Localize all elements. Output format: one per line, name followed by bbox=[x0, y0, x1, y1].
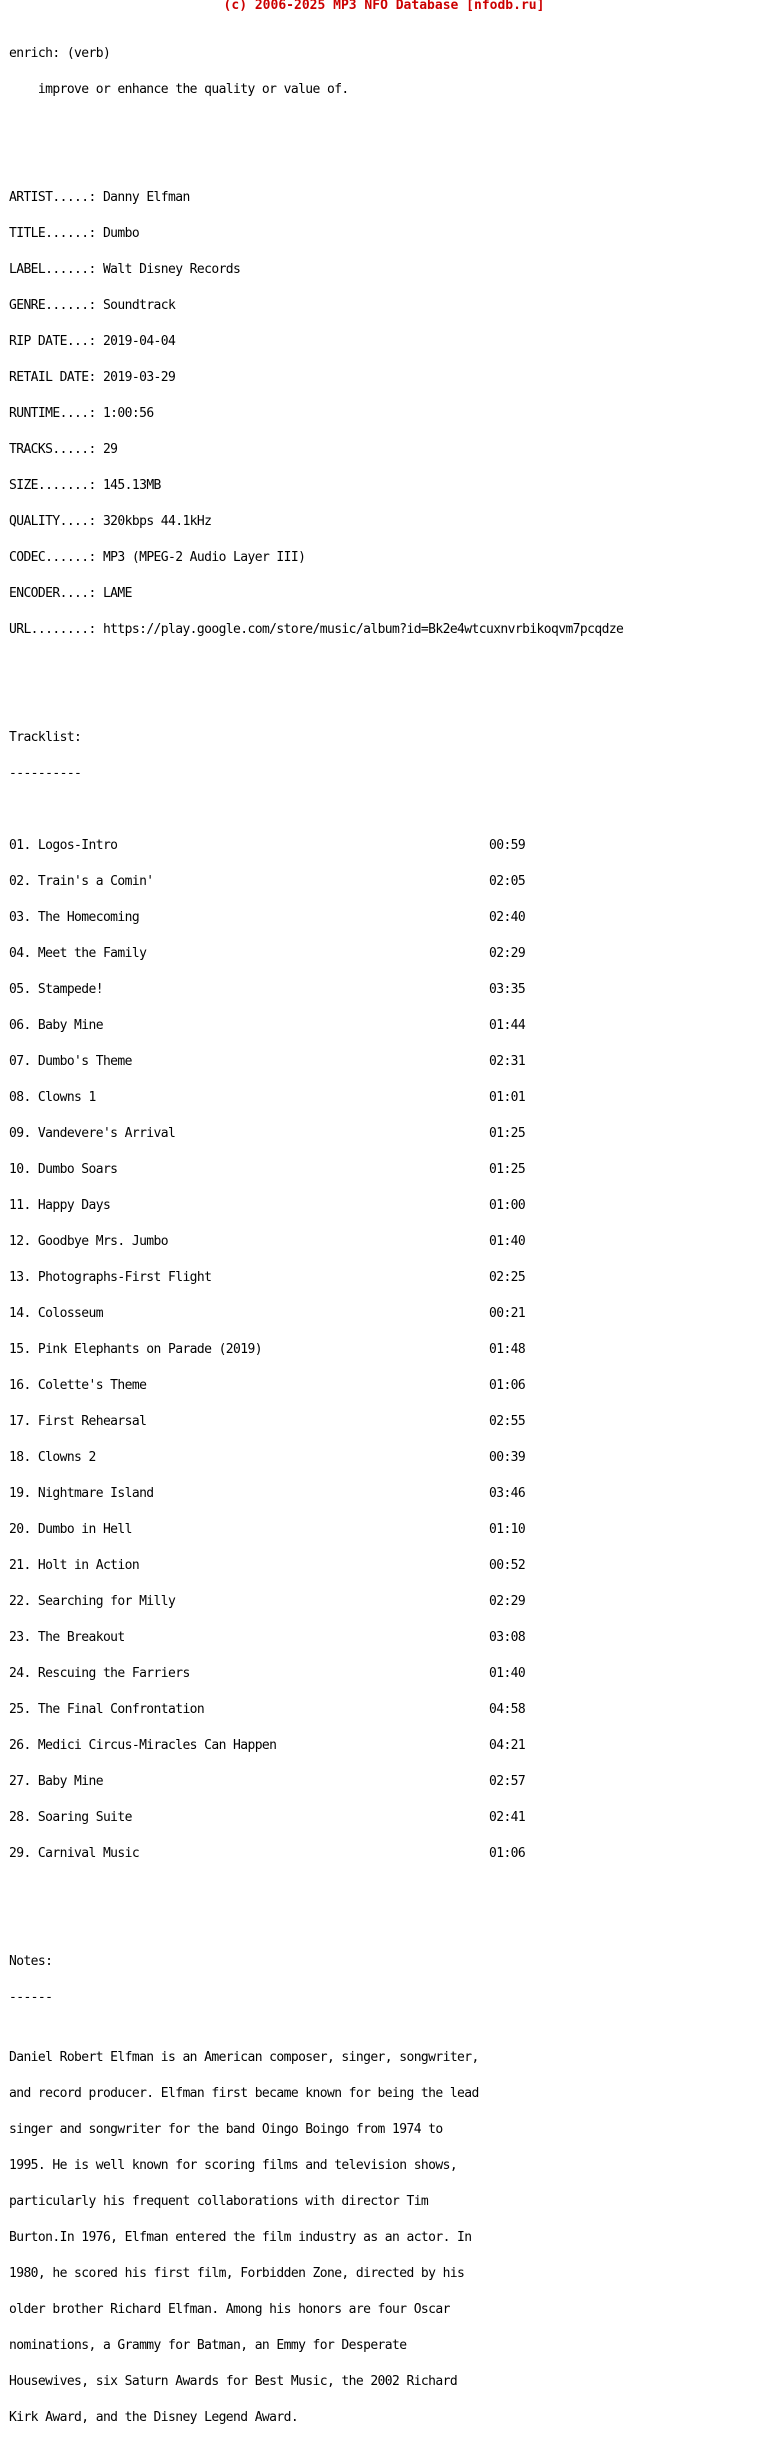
site-banner: (c) 2006-2025 MP3 NFO Database [nfodb.ru] bbox=[223, 0, 545, 13]
info-key: URL........: bbox=[9, 622, 103, 637]
track-row bbox=[9, 1776, 623, 1788]
info-row-artist bbox=[9, 192, 623, 204]
track-name: 20. Dumbo in Hell bbox=[9, 1522, 132, 1537]
spacer bbox=[9, 1920, 623, 1932]
track-row bbox=[9, 1812, 623, 1824]
track-row bbox=[9, 984, 623, 996]
track-name: 25. The Final Confrontation bbox=[9, 1702, 205, 1717]
track-row bbox=[9, 1344, 623, 1356]
track-time: 00:59 bbox=[489, 838, 526, 853]
info-row-title bbox=[9, 228, 623, 240]
notes-underline: ------ bbox=[9, 1990, 53, 2005]
track-time: 02:31 bbox=[489, 1054, 526, 1069]
track-row bbox=[9, 1020, 623, 1032]
track-time: 01:06 bbox=[489, 1378, 526, 1393]
track-time: 00:39 bbox=[489, 1450, 526, 1465]
spacer bbox=[9, 696, 623, 708]
track-name: 09. Vandevere's Arrival bbox=[9, 1126, 176, 1141]
track-row bbox=[9, 1740, 623, 1752]
track-name: 17. First Rehearsal bbox=[9, 1414, 147, 1429]
track-name: 06. Baby Mine bbox=[9, 1018, 103, 1033]
track-time: 00:52 bbox=[489, 1558, 526, 1573]
track-time: 02:29 bbox=[489, 1594, 526, 1609]
info-row-genre bbox=[9, 300, 623, 312]
notes-line: and record producer. Elfman first became known for being the lead bbox=[9, 2086, 479, 2101]
track-time: 01:40 bbox=[489, 1234, 526, 1249]
track-time: 02:29 bbox=[489, 946, 526, 961]
definition-meaning: improve or enhance the quality or value of. bbox=[9, 82, 349, 97]
track-time: 02:55 bbox=[489, 1414, 526, 1429]
track-name: 03. The Homecoming bbox=[9, 910, 140, 925]
track-name: 07. Dumbo's Theme bbox=[9, 1054, 132, 1069]
track-time: 02:40 bbox=[489, 910, 526, 925]
track-name: 26. Medici Circus-Miracles Can Happen bbox=[9, 1738, 277, 1753]
info-row-label bbox=[9, 264, 623, 276]
info-value: Soundtrack bbox=[102, 298, 176, 313]
track-row bbox=[9, 1164, 623, 1176]
track-time: 02:41 bbox=[489, 1810, 526, 1825]
notes-line: Daniel Robert Elfman is an American composer, singer, songwriter, bbox=[9, 2050, 479, 2065]
track-name: 10. Dumbo Soars bbox=[9, 1162, 118, 1177]
track-row bbox=[9, 1056, 623, 1068]
track-row bbox=[9, 1128, 623, 1140]
notes-line: 1980, he scored his first film, Forbidden Zone, directed by his bbox=[9, 2266, 465, 2281]
track-name: 19. Nightmare Island bbox=[9, 1486, 154, 1501]
track-name: 11. Happy Days bbox=[9, 1198, 111, 1213]
info-value: LAME bbox=[102, 586, 132, 601]
track-row bbox=[9, 876, 623, 888]
info-value: 2019-03-29 bbox=[102, 370, 176, 385]
info-key: CODEC......: bbox=[9, 550, 103, 565]
track-name: 05. Stampede! bbox=[9, 982, 103, 997]
track-time: 01:25 bbox=[489, 1126, 526, 1141]
track-row bbox=[9, 948, 623, 960]
track-time: 01:10 bbox=[489, 1522, 526, 1537]
info-value: 1:00:56 bbox=[102, 406, 154, 421]
track-name: 16. Colette's Theme bbox=[9, 1378, 147, 1393]
info-value: Danny Elfman bbox=[102, 190, 190, 205]
tracklist-heading: Tracklist: bbox=[9, 730, 82, 745]
track-time: 01:25 bbox=[489, 1162, 526, 1177]
track-name: 12. Goodbye Mrs. Jumbo bbox=[9, 1234, 168, 1249]
track-row bbox=[9, 1380, 623, 1392]
track-row bbox=[9, 1524, 623, 1536]
info-key: TRACKS.....: bbox=[9, 442, 103, 457]
tracklist bbox=[9, 816, 623, 1884]
track-row bbox=[9, 1560, 623, 1572]
info-key: RETAIL DATE: bbox=[9, 370, 103, 385]
track-time: 03:08 bbox=[489, 1630, 526, 1645]
nfo-document bbox=[9, 24, 623, 2460]
track-row bbox=[9, 1200, 623, 1212]
info-value: Dumbo bbox=[102, 226, 140, 241]
info-key: LABEL......: bbox=[9, 262, 103, 277]
track-time: 02:05 bbox=[489, 874, 526, 889]
spacer bbox=[9, 120, 623, 132]
notes-line: older brother Richard Elfman. Among his honors are four Oscar bbox=[9, 2302, 450, 2317]
track-row bbox=[9, 1416, 623, 1428]
track-row bbox=[9, 1272, 623, 1284]
info-key: RIP DATE...: bbox=[9, 334, 103, 349]
info-row-rip-date bbox=[9, 336, 623, 348]
notes-line: 1995. He is well known for scoring films and television shows, bbox=[9, 2158, 458, 2173]
info-key: RUNTIME....: bbox=[9, 406, 103, 421]
track-name: 21. Holt in Action bbox=[9, 1558, 140, 1573]
track-time: 04:58 bbox=[489, 1702, 526, 1717]
info-value: https://play.google.com/store/music/album?id=Bk2e4wtcuxnvrbikoqvm7pcqdze bbox=[102, 622, 624, 637]
track-time: 03:35 bbox=[489, 982, 526, 997]
track-name: 14. Colosseum bbox=[9, 1306, 103, 1321]
track-time: 02:25 bbox=[489, 1270, 526, 1285]
track-row bbox=[9, 840, 623, 852]
notes-line: Housewives, six Saturn Awards for Best Music, the 2002 Richard bbox=[9, 2374, 458, 2389]
track-row bbox=[9, 1488, 623, 1500]
track-time: 01:48 bbox=[489, 1342, 526, 1357]
track-name: 29. Carnival Music bbox=[9, 1846, 140, 1861]
track-name: 28. Soaring Suite bbox=[9, 1810, 132, 1825]
info-key: GENRE......: bbox=[9, 298, 103, 313]
track-name: 22. Searching for Milly bbox=[9, 1594, 176, 1609]
track-name: 08. Clowns 1 bbox=[9, 1090, 96, 1105]
info-value: Walt Disney Records bbox=[102, 262, 241, 277]
track-name: 23. The Breakout bbox=[9, 1630, 125, 1645]
track-name: 04. Meet the Family bbox=[9, 946, 147, 961]
track-name: 13. Photographs-First Flight bbox=[9, 1270, 212, 1285]
info-value: 29 bbox=[102, 442, 118, 457]
info-row-runtime bbox=[9, 408, 623, 420]
info-row-retail-date bbox=[9, 372, 623, 384]
notes-line: Kirk Award, and the Disney Legend Award. bbox=[9, 2410, 299, 2425]
track-row bbox=[9, 1236, 623, 1248]
track-name: 27. Baby Mine bbox=[9, 1774, 103, 1789]
track-row bbox=[9, 1596, 623, 1608]
track-name: 24. Rescuing the Farriers bbox=[9, 1666, 190, 1681]
info-row-encoder bbox=[9, 588, 623, 600]
track-name: 15. Pink Elephants on Parade (2019) bbox=[9, 1342, 262, 1357]
track-time: 00:21 bbox=[489, 1306, 526, 1321]
track-time: 02:57 bbox=[489, 1774, 526, 1789]
track-name: 18. Clowns 2 bbox=[9, 1450, 96, 1465]
track-row bbox=[9, 1632, 623, 1644]
track-row bbox=[9, 1668, 623, 1680]
track-row bbox=[9, 1308, 623, 1320]
track-time: 01:40 bbox=[489, 1666, 526, 1681]
track-name: 02. Train's a Comin' bbox=[9, 874, 154, 889]
track-time: 01:44 bbox=[489, 1018, 526, 1033]
info-row-tracks bbox=[9, 444, 623, 456]
track-time: 01:06 bbox=[489, 1846, 526, 1861]
info-value: 2019-04-04 bbox=[102, 334, 176, 349]
info-key: TITLE......: bbox=[9, 226, 103, 241]
info-value: MP3 (MPEG-2 Audio Layer III) bbox=[102, 550, 306, 565]
track-time: 04:21 bbox=[489, 1738, 526, 1753]
notes-line: Burton.In 1976, Elfman entered the film industry as an actor. In bbox=[9, 2230, 472, 2245]
track-row bbox=[9, 1452, 623, 1464]
track-row bbox=[9, 1092, 623, 1104]
definition-word: enrich: (verb) bbox=[9, 46, 111, 61]
info-key: QUALITY....: bbox=[9, 514, 103, 529]
track-row bbox=[9, 912, 623, 924]
info-key: ENCODER....: bbox=[9, 586, 103, 601]
info-row-quality bbox=[9, 516, 623, 528]
track-row bbox=[9, 1848, 623, 1860]
release-info bbox=[9, 168, 623, 660]
track-time: 01:00 bbox=[489, 1198, 526, 1213]
notes-heading: Notes: bbox=[9, 1954, 53, 1969]
info-key: SIZE.......: bbox=[9, 478, 103, 493]
track-row bbox=[9, 1704, 623, 1716]
info-value: 145.13MB bbox=[102, 478, 161, 493]
tracklist-underline: ---------- bbox=[9, 766, 82, 781]
info-row-codec bbox=[9, 552, 623, 564]
track-name: 01. Logos-Intro bbox=[9, 838, 118, 853]
notes-body bbox=[9, 2028, 623, 2448]
notes-line: particularly his frequent collaborations with director Tim bbox=[9, 2194, 429, 2209]
info-value: 320kbps 44.1kHz bbox=[102, 514, 212, 529]
notes-line: singer and songwriter for the band Oingo Boingo from 1974 to bbox=[9, 2122, 443, 2137]
track-time: 03:46 bbox=[489, 1486, 526, 1501]
info-key: ARTIST.....: bbox=[9, 190, 103, 205]
notes-line: nominations, a Grammy for Batman, an Emmy for Desperate bbox=[9, 2338, 407, 2353]
info-row-size bbox=[9, 480, 623, 492]
track-time: 01:01 bbox=[489, 1090, 526, 1105]
info-row-url bbox=[9, 624, 623, 636]
